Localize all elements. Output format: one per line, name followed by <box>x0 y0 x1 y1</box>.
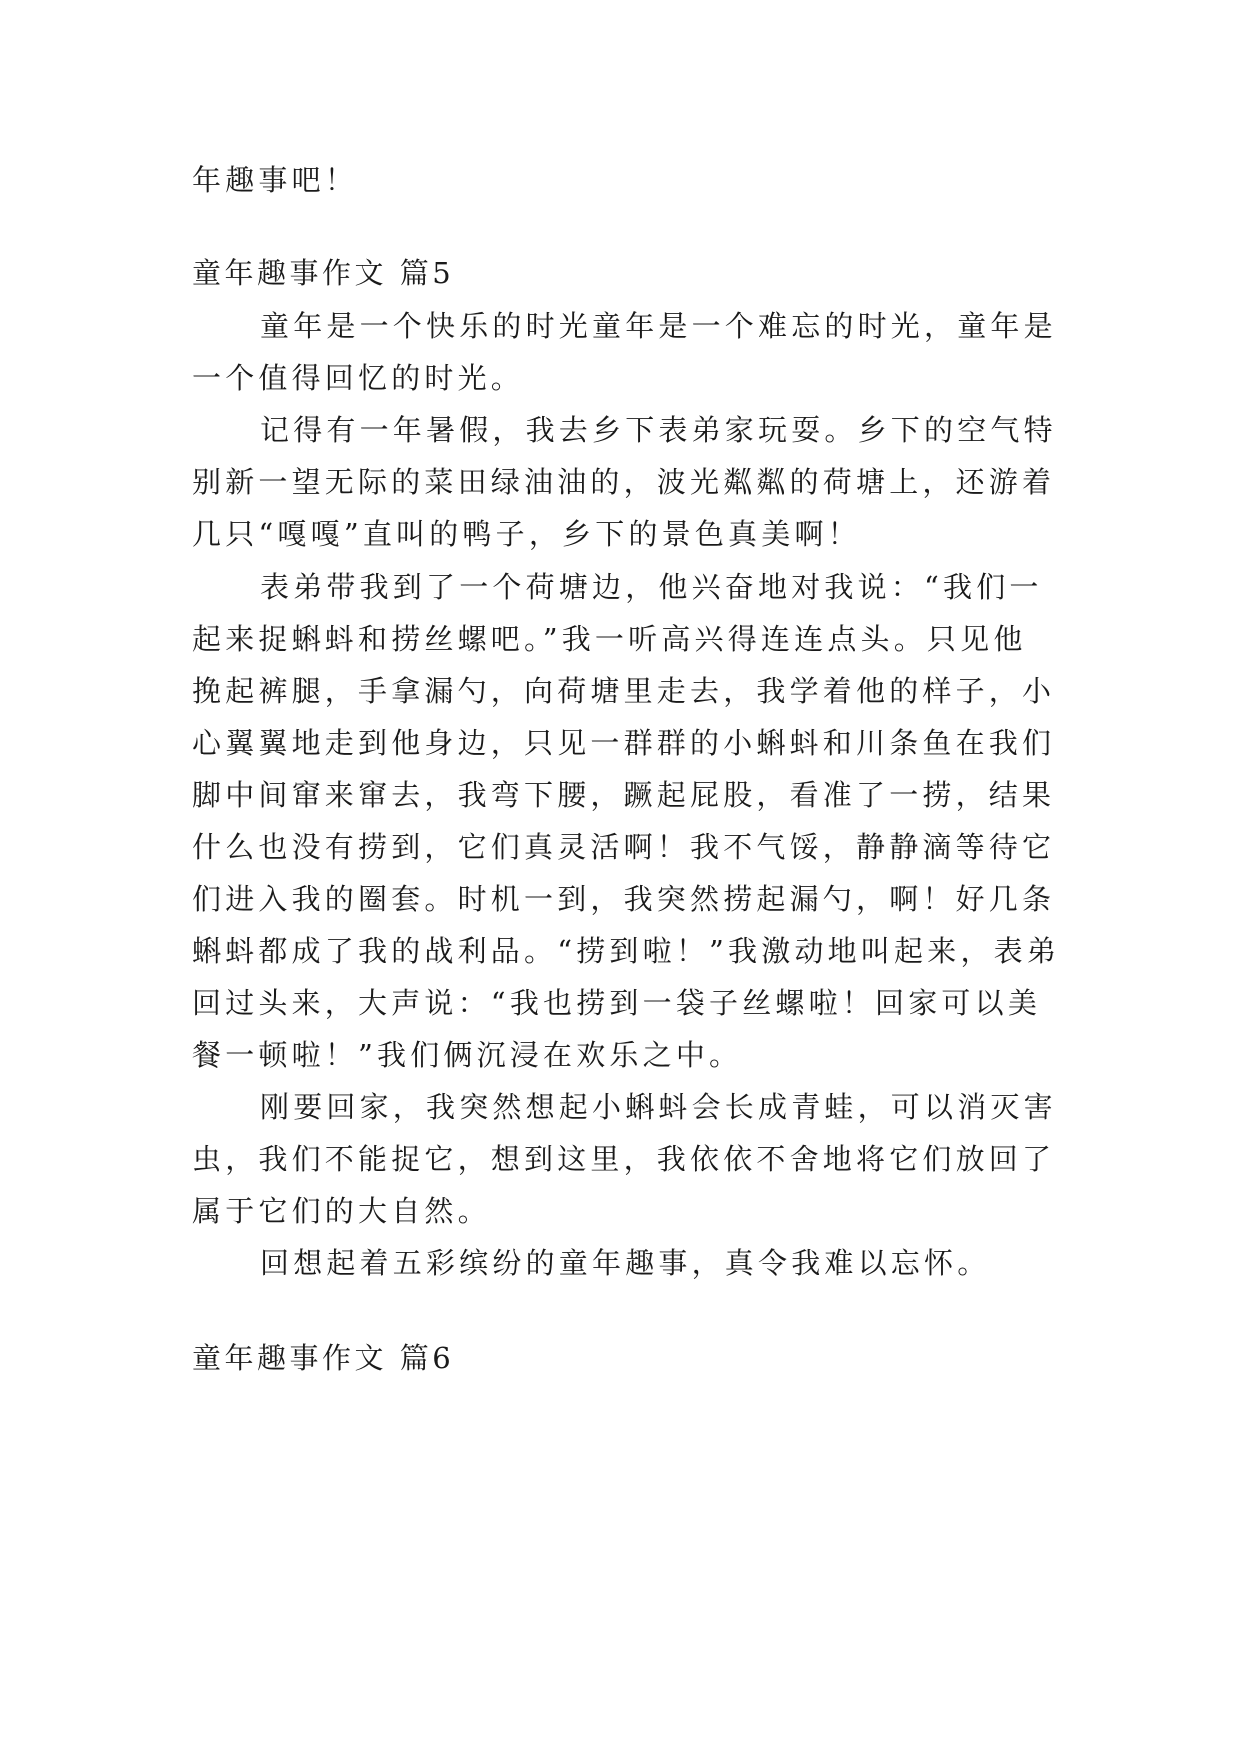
paragraph-line: 几只“嘎嘎”直叫的鸭子，乡下的景色真美啊！ <box>192 517 861 551</box>
paragraph-line: 一个值得回忆的时光。 <box>192 361 525 395</box>
paragraph-line: 虫，我们不能捉它，想到这里，我依依不舍地将它们放回了 <box>192 1142 1056 1176</box>
paragraph-line: 什么也没有捞到，它们真灵活啊！我不气馁，静静滴等待它 <box>192 830 1056 864</box>
paragraph-line: 脚中间窜来窜去，我弯下腰，蹶起屁股，看准了一捞，结果 <box>192 778 1056 812</box>
paragraph-line: 童年是一个快乐的时光童年是一个难忘的时光，童年是 <box>260 309 1057 343</box>
paragraph-line: 挽起裤腿，手拿漏勺，向荷塘里走去，我学着他的样子，小 <box>192 674 1056 708</box>
paragraph-line: 表弟带我到了一个荷塘边，他兴奋地对我说：“我们一 <box>260 570 1043 604</box>
paragraph-line: 蝌蚪都成了我的战利品。“捞到啦！”我激动地叫起来，表弟 <box>192 934 1061 968</box>
paragraph-line: 别新一望无际的菜田绿油油的，波光粼粼的荷塘上，还游着 <box>192 465 1056 499</box>
paragraph-line: 起来捉蝌蚪和捞丝螺吧。”我一听高兴得连连点头。只见他 <box>192 622 1027 656</box>
paragraph-line: 属于它们的大自然。 <box>192 1194 491 1228</box>
section-heading-5: 童年趣事作文 篇5 <box>192 256 455 290</box>
paragraph-line: 们进入我的圈套。时机一到，我突然捞起漏勺，啊！好几条 <box>192 882 1056 916</box>
text-line: 年趣事吧！ <box>192 163 359 197</box>
paragraph-line: 记得有一年暑假，我去乡下表弟家玩耍。乡下的空气特 <box>260 413 1057 447</box>
paragraph-line: 心翼翼地走到他身边，只见一群群的小蝌蚪和川条鱼在我们 <box>192 726 1056 760</box>
paragraph-line: 刚要回家，我突然想起小蝌蚪会长成青蛙，可以消灭害 <box>260 1090 1057 1124</box>
paragraph-line: 餐一顿啦！”我们俩沉浸在欢乐之中。 <box>192 1038 743 1072</box>
paragraph-line: 回过头来，大声说：“我也捞到一袋子丝螺啦！回家可以美 <box>192 986 1042 1020</box>
section-heading-6: 童年趣事作文 篇6 <box>192 1341 455 1375</box>
paragraph-line: 回想起着五彩缤纷的童年趣事，真令我难以忘怀。 <box>260 1246 991 1280</box>
document-page <box>192 0 1061 1754</box>
